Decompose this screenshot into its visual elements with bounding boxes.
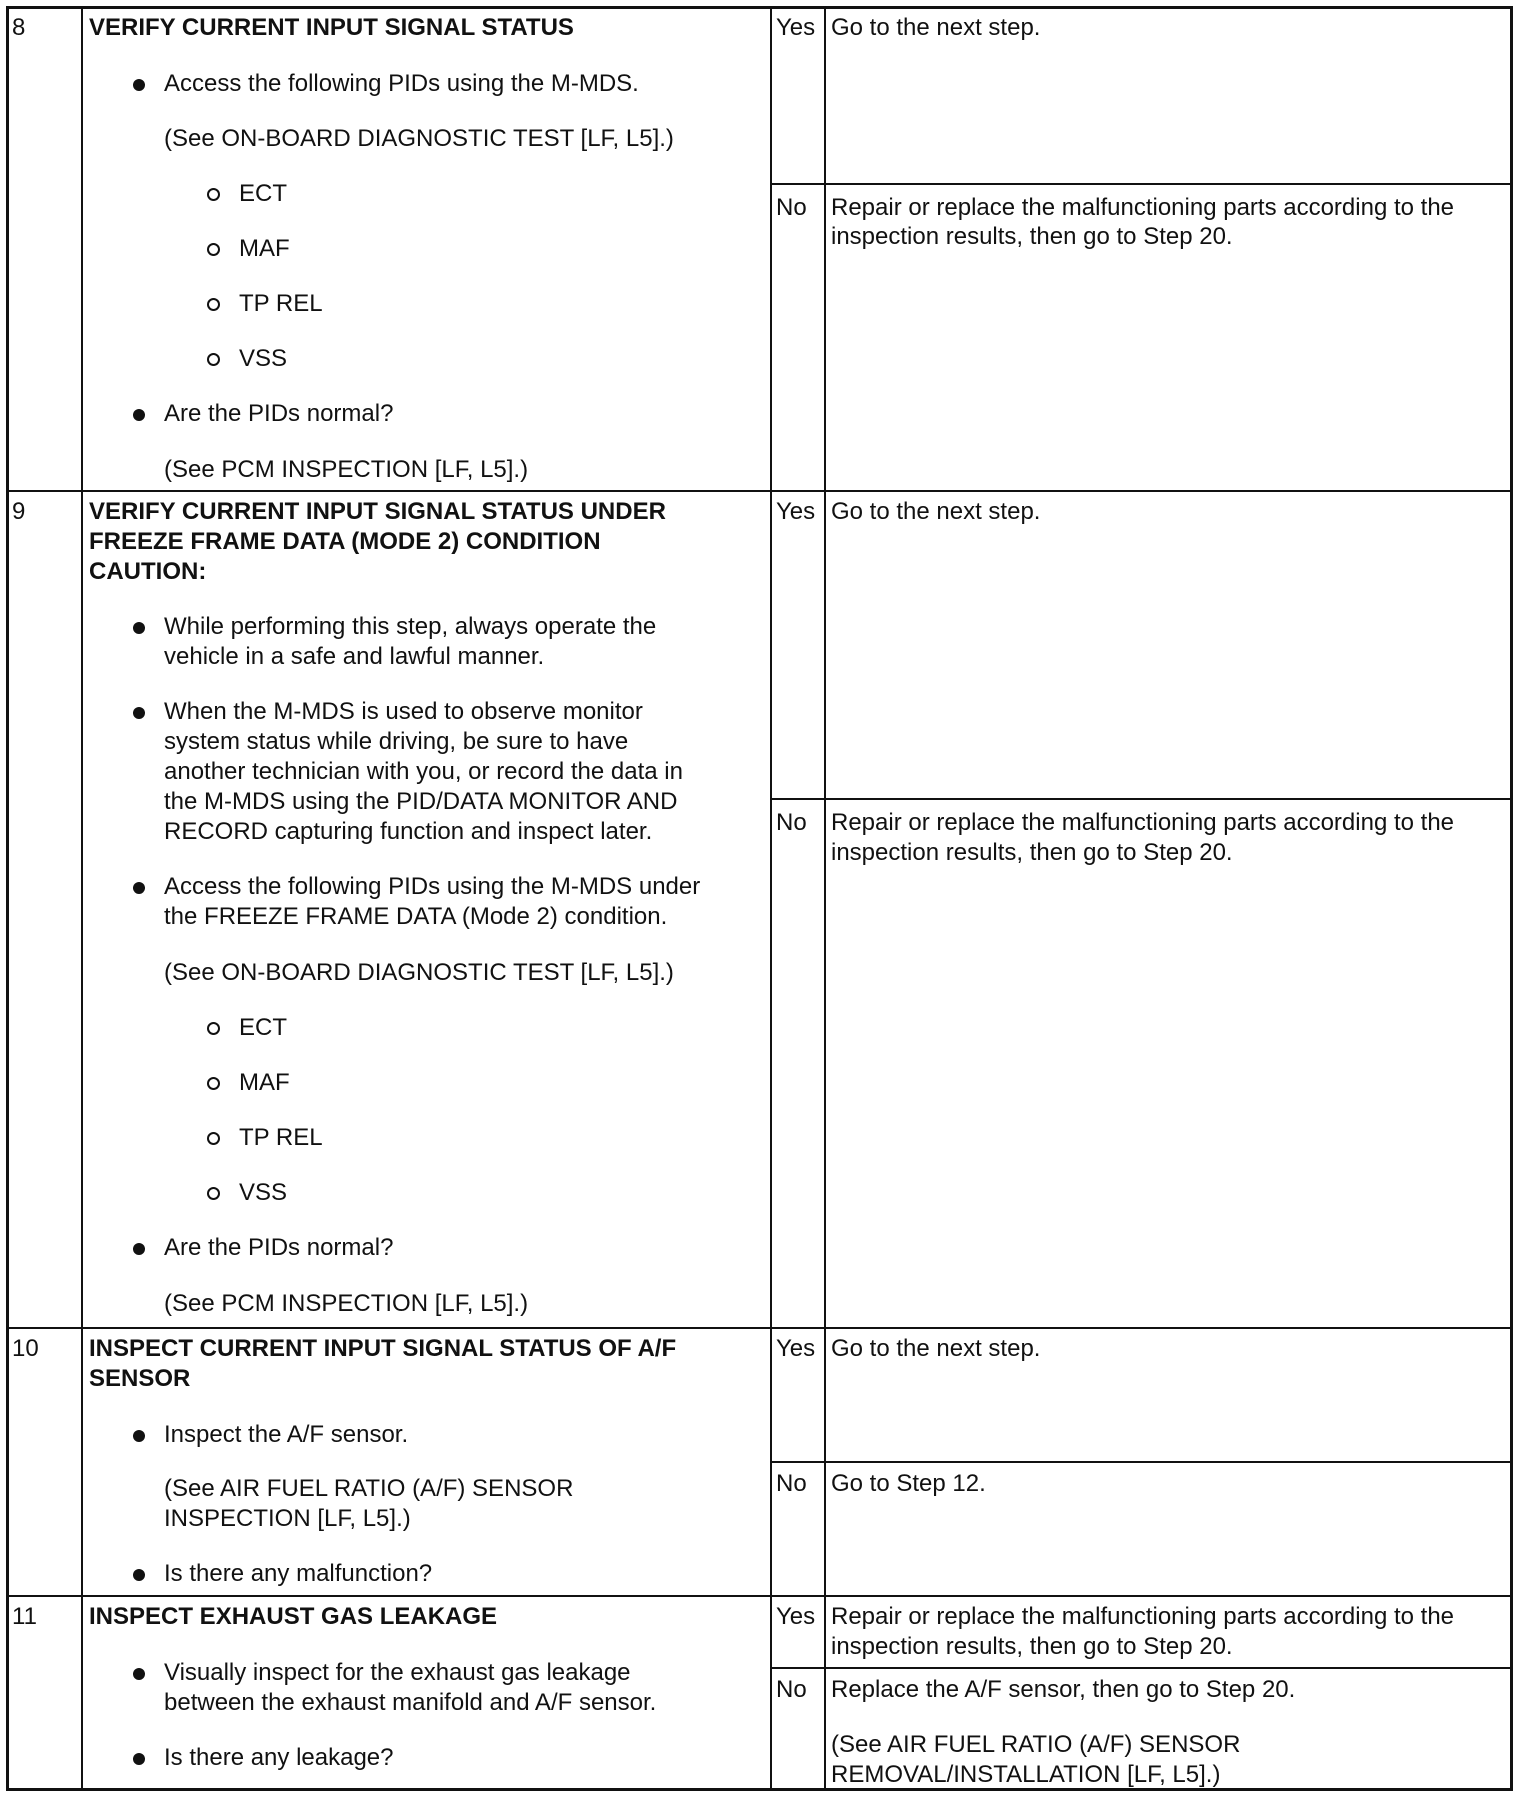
step-title: VERIFY CURRENT INPUT SIGNAL STATUS [89, 14, 574, 41]
step-number: 11 [12, 1603, 37, 1630]
no-label: No [776, 809, 807, 836]
instruction-line: Inspect the A/F sensor. [164, 1421, 409, 1448]
column-divider [824, 6, 826, 1791]
circle-bullet-icon [207, 188, 220, 201]
step-title: VERIFY CURRENT INPUT SIGNAL STATUS UNDER [89, 498, 666, 525]
yes-action: Repair or replace the malfunctioning parts according to the [831, 1603, 1455, 1630]
no-action: inspection results, then go to Step 20. [831, 839, 1233, 866]
yes-label: Yes [776, 1603, 816, 1630]
reference-line: (See ON-BOARD DIAGNOSTIC TEST [LF, L5].) [164, 125, 674, 152]
caution-label: CAUTION: [89, 558, 207, 585]
reference-line: (See ON-BOARD DIAGNOSTIC TEST [LF, L5].) [164, 959, 674, 986]
instruction-line: Is there any leakage? [164, 1744, 394, 1771]
caution-line: vehicle in a safe and lawful manner. [164, 643, 545, 670]
pid-item: TP REL [239, 290, 323, 317]
bullet-icon [133, 1569, 145, 1581]
circle-bullet-icon [207, 1077, 220, 1090]
caution-line: the M-MDS using the PID/DATA MONITOR AND [164, 788, 678, 815]
circle-bullet-icon [207, 1132, 220, 1145]
instruction-line: Access the following PIDs using the M-MDS. [164, 70, 639, 97]
pid-item: TP REL [239, 1124, 323, 1151]
circle-bullet-icon [207, 353, 220, 366]
pid-item: VSS [239, 345, 288, 372]
yes-label: Yes [776, 498, 816, 525]
yes-action: Go to the next step. [831, 14, 1041, 41]
pid-item: ECT [239, 1014, 287, 1041]
caution-line: When the M-MDS is used to observe monitor [164, 698, 643, 725]
yes-label: Yes [776, 14, 816, 41]
pid-item: VSS [239, 1179, 288, 1206]
bullet-icon [133, 1753, 145, 1765]
no-label: No [776, 1470, 807, 1497]
bullet-icon [133, 409, 145, 421]
circle-bullet-icon [207, 243, 220, 256]
yes-no-divider [770, 798, 1513, 800]
no-label: No [776, 1676, 807, 1703]
circle-bullet-icon [207, 298, 220, 311]
yes-no-divider [770, 1667, 1513, 1669]
reference-line: (See PCM INSPECTION [LF, L5].) [164, 456, 529, 483]
yes-action: Go to the next step. [831, 498, 1041, 525]
instruction-line: Visually inspect for the exhaust gas leakage [164, 1659, 631, 1686]
reference-line: (See AIR FUEL RATIO (A/F) SENSOR [831, 1731, 1241, 1758]
bullet-icon [133, 1668, 145, 1680]
pid-item: MAF [239, 235, 290, 262]
row-divider [6, 1595, 1513, 1597]
bullet-icon [133, 1243, 145, 1255]
bullet-icon [133, 622, 145, 634]
step-title: SENSOR [89, 1365, 191, 1392]
step-number: 10 [12, 1335, 39, 1362]
instruction-line: Is there any malfunction? [164, 1560, 433, 1587]
no-action: Go to Step 12. [831, 1470, 986, 1497]
step-number: 8 [12, 14, 26, 41]
caution-line: system status while driving, be sure to have [164, 728, 629, 755]
caution-line: RECORD capturing function and inspect later. [164, 818, 653, 845]
bullet-icon [133, 882, 145, 894]
no-action: Repair or replace the malfunctioning parts according to the [831, 194, 1455, 221]
step-title: INSPECT EXHAUST GAS LEAKAGE [89, 1603, 498, 1630]
instruction-line: the FREEZE FRAME DATA (Mode 2) condition. [164, 903, 668, 930]
step-title: INSPECT CURRENT INPUT SIGNAL STATUS OF A/F [89, 1335, 677, 1362]
bullet-icon [133, 707, 145, 719]
yes-action: Go to the next step. [831, 1335, 1041, 1362]
instruction-line: Access the following PIDs using the M-MDS under [164, 873, 701, 900]
instruction-line: between the exhaust manifold and A/F sensor. [164, 1689, 657, 1716]
yes-no-divider [770, 183, 1513, 185]
column-divider [81, 6, 83, 1791]
row-divider [6, 1327, 1513, 1329]
yes-action: inspection results, then go to Step 20. [831, 1633, 1233, 1660]
reference-line: (See AIR FUEL RATIO (A/F) SENSOR [164, 1475, 574, 1502]
step-title: FREEZE FRAME DATA (MODE 2) CONDITION [89, 528, 601, 555]
instruction-line: Are the PIDs normal? [164, 1234, 394, 1261]
no-action: Repair or replace the malfunctioning parts according to the [831, 809, 1455, 836]
pid-item: ECT [239, 180, 287, 207]
instruction-line: Are the PIDs normal? [164, 400, 394, 427]
reference-line: (See PCM INSPECTION [LF, L5].) [164, 1290, 529, 1317]
caution-line: another technician with you, or record the data in [164, 758, 683, 785]
step-number: 9 [12, 498, 26, 525]
reference-line: INSPECTION [LF, L5].) [164, 1505, 411, 1532]
pid-item: MAF [239, 1069, 290, 1096]
row-divider [6, 490, 1513, 492]
no-label: No [776, 194, 807, 221]
yes-label: Yes [776, 1335, 816, 1362]
yes-no-divider [770, 1461, 1513, 1463]
circle-bullet-icon [207, 1022, 220, 1035]
bullet-icon [133, 1430, 145, 1442]
column-divider [770, 6, 772, 1791]
circle-bullet-icon [207, 1187, 220, 1200]
reference-line: REMOVAL/INSTALLATION [LF, L5].) [831, 1761, 1221, 1788]
no-action: Replace the A/F sensor, then go to Step 20. [831, 1676, 1296, 1703]
no-action: inspection results, then go to Step 20. [831, 223, 1233, 250]
bullet-icon [133, 79, 145, 91]
caution-line: While performing this step, always operate the [164, 613, 657, 640]
